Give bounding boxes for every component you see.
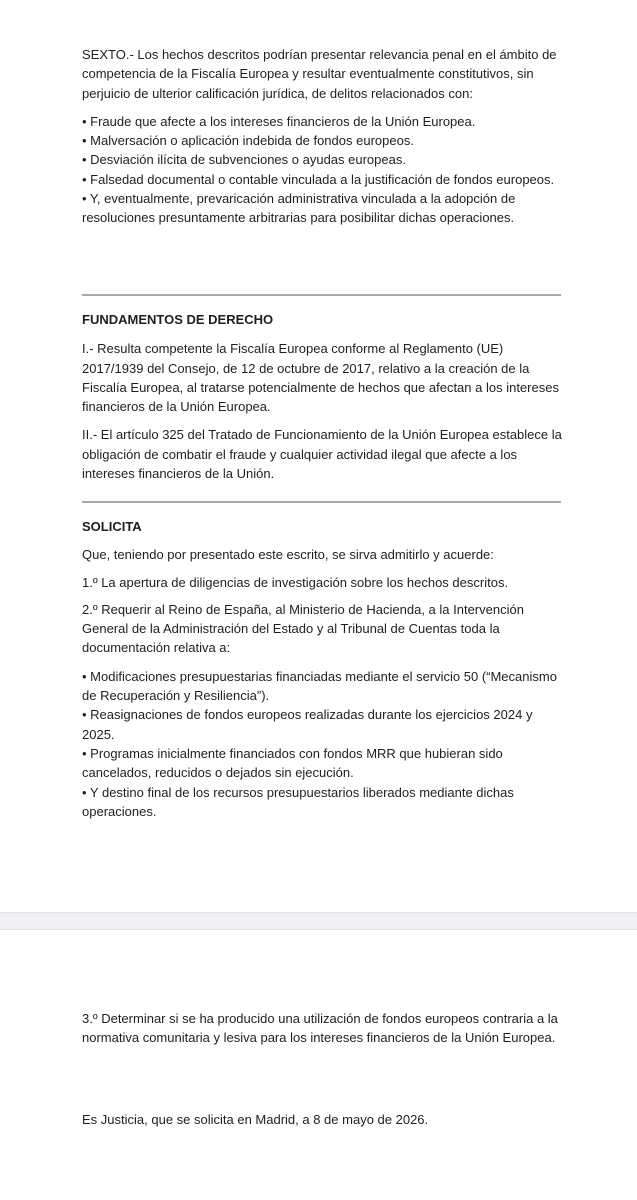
document-page-2	[0, 930, 637, 1200]
solicita-section	[82, 517, 562, 821]
closing-line: Es Justicia, que se solicita en Madrid, a 8 de mayo de 2026.	[82, 1111, 429, 1127]
section-heading: SOLICITA	[82, 519, 142, 534]
list-item: • Falsedad documental o contable vinculada a la justificación de fondos europeos.	[82, 171, 555, 187]
list-item: • Reasignaciones de fondos europeos realizadas durante los ejercicios 2024 y 2025.	[82, 707, 533, 742]
sexto-bullet-list	[82, 112, 562, 228]
section-divider	[82, 501, 561, 503]
solicita-intro: Que, teniendo por presentado este escrito, se sirva admitirlo y acuerde:	[82, 547, 494, 563]
list-item: • Y destino final de los recursos presupuestarios liberados mediante dichas operaciones.	[82, 784, 514, 819]
solicita-item-1: 1.º La apertura de diligencias de investigación sobre los hechos descritos.	[82, 574, 509, 590]
list-item: • Malversación o aplicación indebida de fondos europeos.	[82, 133, 414, 149]
solicita-item-2: 2.º Requerir al Reino de España, al Ministerio de Hacienda, a la Intervención General de la Administración del Estado y al Tribunal de Cuentas toda la documentación relativa a:	[82, 601, 524, 656]
solicita-item-3: 3.º Determinar si se ha producido una utilización de fondos europeos contraria a la normativa comunitaria y lesiva para los intereses financieros de la Unión Europea.	[82, 1011, 558, 1046]
section-divider	[82, 294, 561, 296]
section-heading: FUNDAMENTOS DE DERECHO	[82, 312, 274, 327]
list-item: • Modificaciones presupuestarias financiadas mediante el servicio 50 (“Mecanismo de Recuperación y Resiliencia”).	[82, 668, 557, 704]
list-item: • Programas inicialmente financiados con fondos MRR que hubieran sido cancelados, reducidos o dejados sin ejecución.	[82, 745, 503, 781]
sexto-paragraph: SEXTO.- Los hechos descritos podrían presentar relevancia penal en el ámbito de competencia de la Fiscalía Europea y resultar eventualmente constitutivos, sin perjuicio de ulterior calificación jurídica, de delitos relacionados con:	[82, 47, 557, 101]
fundamentos-paragraph-1: I.- Resulta competente la Fiscalía Europea conforme al Reglamento (UE) 2017/1939 del Consejo, de 12 de octubre de 2017, relativo a la creación de la Fiscalía Europea, al tratarse potencialmente de hechos que afectan a los intereses financieros de la Unión Europea.	[82, 341, 559, 415]
list-item: • Y, eventualmente, prevaricación administrativa vinculada a la adopción de resoluciones presuntamente arbitrarias para posibilitar dichas operaciones.	[82, 191, 516, 226]
solicita-bullet-list	[82, 667, 562, 821]
fundamentos-section	[82, 310, 562, 483]
list-item: • Fraude que afecte a los intereses financieros de la Unión Europea.	[82, 113, 476, 129]
page-break	[0, 912, 637, 930]
solicita-continuation	[82, 1009, 562, 1129]
sexto-section	[82, 45, 562, 228]
fundamentos-paragraph-2: II.- El artículo 325 del Tratado de Funcionamiento de la Unión Europea establece la obligación de combatir el fraude y cualquier actividad ilegal que afecte a los intereses financieros de la Unión.	[82, 427, 562, 482]
list-item: • Desviación ilícita de subvenciones o ayudas europeas.	[82, 152, 406, 168]
